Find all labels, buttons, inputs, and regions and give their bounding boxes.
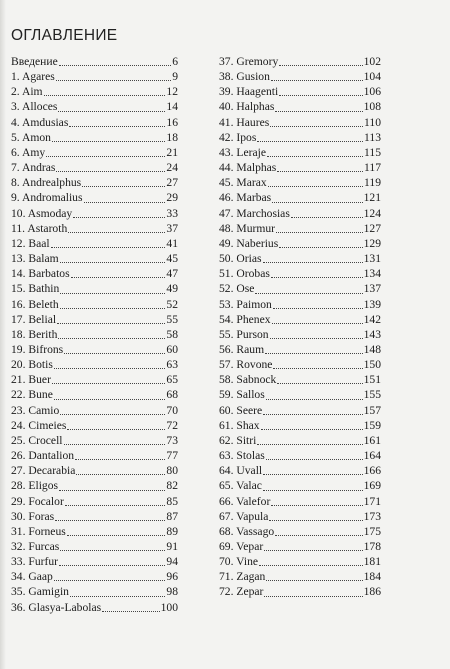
- toc-entry-label: 44. Malphas: [219, 161, 277, 175]
- toc-entry: [11, 433, 178, 448]
- toc-entry-page-number: 70: [166, 403, 178, 417]
- toc-entry-label: 5. Amon: [11, 130, 51, 144]
- toc-entry-label: 12. Baal: [11, 236, 50, 250]
- toc-entry-label: 47. Marchosias: [219, 206, 290, 220]
- toc-entry-label: 14. Barbatos: [11, 267, 70, 281]
- toc-leader-dots: [271, 80, 363, 81]
- toc-column-right: [219, 54, 381, 600]
- toc-entry-page-number: 157: [363, 403, 381, 417]
- toc-entry: [11, 160, 178, 175]
- toc-leader-dots: [64, 444, 166, 445]
- toc-entry-page-number: 102: [363, 55, 381, 68]
- toc-entry: [219, 554, 381, 569]
- toc-entry-page-number: 27: [166, 176, 178, 190]
- toc-entry-label: 18. Berith: [11, 327, 58, 341]
- toc-entry-page-number: 178: [363, 540, 381, 553]
- toc-leader-dots: [268, 186, 363, 187]
- toc-entry-label: 4. Amdusias: [11, 115, 69, 129]
- toc-entry-page-number: 60: [166, 342, 178, 356]
- toc-entry-page-number: 33: [166, 206, 178, 220]
- toc-leader-dots: [269, 520, 362, 521]
- toc-entry-label: 22. Bune: [11, 388, 53, 402]
- toc-entry-page-number: 49: [166, 282, 178, 296]
- toc-entry: [11, 418, 178, 433]
- toc-leader-dots: [270, 126, 363, 127]
- toc-entry-label: 32. Furcas: [11, 540, 60, 553]
- toc-entry-page-number: 161: [363, 433, 381, 447]
- toc-entry-page-number: 104: [363, 70, 381, 84]
- toc-entry: [11, 327, 178, 342]
- toc-entry-page-number: 155: [363, 388, 381, 402]
- toc-entry-page-number: 121: [363, 191, 381, 205]
- toc-entry-label: 67. Vapula: [219, 509, 269, 523]
- toc-leader-dots: [273, 368, 362, 369]
- toc-leader-dots: [54, 399, 166, 400]
- toc-entry-label: 48. Murmur: [219, 221, 276, 235]
- toc-leader-dots: [272, 202, 362, 203]
- toc-leader-dots: [257, 141, 363, 142]
- toc-entry-label: 2. Aim: [11, 85, 43, 99]
- toc-leader-dots: [266, 459, 363, 460]
- toc-entry-page-number: 87: [166, 509, 178, 523]
- toc-entry-label: 36. Glasya-Labolas: [11, 600, 102, 614]
- toc-entry: [219, 236, 381, 251]
- toc-leader-dots: [69, 126, 165, 127]
- toc-leader-dots: [67, 535, 166, 536]
- toc-leader-dots: [76, 474, 165, 475]
- toc-leader-dots: [263, 474, 362, 475]
- toc-entry-label: 52. Ose: [219, 282, 255, 296]
- toc-leader-dots: [59, 565, 165, 566]
- toc-entry-page-number: 52: [166, 297, 178, 311]
- toc-leader-dots: [255, 293, 362, 294]
- toc-leader-dots: [60, 550, 165, 551]
- toc-entry-label: 1. Agares: [11, 70, 55, 84]
- toc-entry: [11, 448, 178, 463]
- toc-entry: [11, 387, 178, 402]
- toc-entry-page-number: 117: [364, 161, 381, 175]
- toc-entry-page-number: 110: [364, 115, 381, 129]
- toc-entry-page-number: 151: [363, 373, 381, 387]
- toc-entry-label: 35. Gamigin: [11, 585, 69, 599]
- toc-entry: [11, 494, 178, 509]
- toc-entry: [219, 433, 381, 448]
- toc-leader-dots: [261, 429, 363, 430]
- toc-entry: [219, 372, 381, 387]
- toc-entry-page-number: 82: [166, 479, 178, 493]
- toc-entry-page-number: 96: [166, 570, 178, 584]
- toc-entry-label: 57. Rovone: [219, 358, 273, 372]
- toc-entry: [11, 130, 178, 145]
- toc-entry: [219, 448, 381, 463]
- toc-entry-label: 7. Andras: [11, 161, 56, 175]
- toc-entry-page-number: 184: [363, 570, 381, 584]
- toc-entry-label: 9. Andromalius: [11, 191, 83, 205]
- toc-entry-label: 51. Orobas: [219, 267, 270, 281]
- toc-entry: [219, 69, 381, 84]
- toc-leader-dots: [271, 505, 362, 506]
- toc-entry-label: 68. Vassago: [219, 524, 275, 538]
- toc-entry-page-number: 37: [166, 221, 178, 235]
- toc-entry: [219, 584, 381, 599]
- toc-leader-dots: [59, 65, 171, 66]
- toc-entry: [219, 403, 381, 418]
- toc-leader-dots: [102, 611, 159, 612]
- toc-entry-label: 64. Uvall: [219, 464, 263, 478]
- toc-entry-page-number: 139: [363, 297, 381, 311]
- toc-entry-label: 28. Eligos: [11, 479, 59, 493]
- toc-entry-page-number: 175: [363, 524, 381, 538]
- toc-entry-page-number: 94: [166, 555, 178, 569]
- toc-entry: [11, 312, 178, 327]
- toc-entry-page-number: 171: [363, 494, 381, 508]
- toc-leader-dots: [54, 580, 166, 581]
- toc-entry-page-number: 150: [363, 358, 381, 372]
- toc-entry: [11, 251, 178, 266]
- toc-entry: [219, 418, 381, 433]
- toc-entry-page-number: 164: [363, 449, 381, 463]
- toc-leader-dots: [75, 459, 165, 460]
- toc-entry: [11, 297, 178, 312]
- toc-entry-label: 56. Raum: [219, 342, 265, 356]
- toc-entry-label: 26. Dantalion: [11, 449, 75, 463]
- toc-entry: [11, 175, 178, 190]
- toc-entry: [11, 84, 178, 99]
- toc-entry: [219, 115, 381, 130]
- toc-entry-page-number: 181: [363, 555, 381, 569]
- toc-entry-label: 10. Asmoday: [11, 206, 73, 220]
- toc-entry: [11, 584, 178, 599]
- toc-entry: [219, 357, 381, 372]
- toc-entry: [11, 54, 178, 69]
- toc-leader-dots: [259, 565, 363, 566]
- toc-entry-label: 34. Gaap: [11, 570, 53, 584]
- toc-leader-dots: [58, 338, 165, 339]
- toc-leader-dots: [59, 490, 165, 491]
- toc-entry-page-number: 12: [166, 85, 178, 99]
- toc-entry-label: 21. Buer: [11, 373, 51, 387]
- toc-entry: [11, 145, 178, 160]
- toc-entry: [11, 99, 178, 114]
- toc-entry-label: 72. Zepar: [219, 585, 264, 599]
- toc-entry-label: 55. Purson: [219, 327, 269, 341]
- toc-entry-page-number: 9: [172, 70, 178, 84]
- toc-entry-label: 23. Camio: [11, 403, 60, 417]
- toc-entry: [219, 84, 381, 99]
- toc-leader-dots: [60, 414, 165, 415]
- toc-entry-page-number: 68: [166, 388, 178, 402]
- toc-leader-dots: [264, 550, 362, 551]
- toc-leader-dots: [266, 399, 363, 400]
- toc-entry-label: 53. Paimon: [219, 297, 272, 311]
- toc-entry: [219, 494, 381, 509]
- toc-leader-dots: [52, 141, 165, 142]
- toc-leader-dots: [263, 490, 363, 491]
- toc-entry-page-number: 55: [166, 312, 178, 326]
- toc-entry-label: 70. Vine: [219, 555, 259, 569]
- toc-entry-page-number: 148: [363, 342, 381, 356]
- toc-leader-dots: [56, 171, 165, 172]
- toc-entry: [219, 190, 381, 205]
- toc-entry-page-number: 106: [363, 85, 381, 99]
- toc-entry: [219, 342, 381, 357]
- toc-leader-dots: [275, 535, 362, 536]
- toc-entry: [11, 342, 178, 357]
- toc-entry-label: 69. Vepar: [219, 540, 264, 553]
- toc-entry-label: 39. Haagenti: [219, 85, 279, 99]
- toc-leader-dots: [267, 156, 363, 157]
- toc-entry-page-number: 98: [166, 585, 178, 599]
- toc-entry: [219, 221, 381, 236]
- toc-entry: [11, 372, 178, 387]
- toc-entry-label: 20. Botis: [11, 358, 53, 372]
- toc-leader-dots: [56, 80, 171, 81]
- toc-entry-label: 42. Ipos: [219, 130, 257, 144]
- toc-entry-label: 58. Sabnock: [219, 373, 277, 387]
- toc-entry-page-number: 65: [166, 373, 178, 387]
- toc-entry-page-number: 41: [166, 236, 178, 250]
- toc-leader-dots: [64, 353, 165, 354]
- toc-leader-dots: [46, 156, 165, 157]
- toc-entry-label: 13. Balam: [11, 252, 59, 266]
- toc-entry: [11, 236, 178, 251]
- toc-entry-label: Введение: [11, 55, 58, 68]
- toc-entry-page-number: 129: [363, 236, 381, 250]
- toc-entry-page-number: 143: [363, 327, 381, 341]
- toc-leader-dots: [82, 186, 165, 187]
- toc-entry: [219, 387, 381, 402]
- page-gutter-shadow: [0, 0, 6, 669]
- toc-entry-page-number: 21: [166, 145, 178, 159]
- toc-entry: [11, 569, 178, 584]
- toc-entry-page-number: 169: [363, 479, 381, 493]
- toc-entry-page-number: 134: [363, 267, 381, 281]
- toc-entry-label: 61. Shax: [219, 418, 260, 432]
- toc-entry-label: 33. Furfur: [11, 555, 59, 569]
- toc-leader-dots: [277, 383, 362, 384]
- toc-entry: [11, 190, 178, 205]
- toc-leader-dots: [70, 596, 165, 597]
- toc-entry: [219, 569, 381, 584]
- toc-entry-page-number: 6: [172, 55, 178, 68]
- toc-entry: [219, 524, 381, 539]
- toc-entry-label: 25. Crocell: [11, 433, 63, 447]
- toc-leader-dots: [68, 232, 165, 233]
- toc-entry-page-number: 173: [363, 509, 381, 523]
- page-title: ОГЛАВЛЕНИЕ: [11, 27, 118, 44]
- toc-entry-page-number: 142: [363, 312, 381, 326]
- toc-entry: [219, 509, 381, 524]
- toc-entry-page-number: 47: [166, 267, 178, 281]
- toc-entry-page-number: 108: [363, 100, 381, 114]
- toc-entry: [219, 206, 381, 221]
- toc-leader-dots: [55, 520, 165, 521]
- toc-entry-label: 40. Halphas: [219, 100, 275, 114]
- toc-leader-dots: [279, 95, 362, 96]
- toc-entry: [11, 509, 178, 524]
- toc-entry-label: 45. Marax: [219, 176, 267, 190]
- toc-entry-label: 46. Marbas: [219, 191, 272, 205]
- toc-entry-page-number: 63: [166, 358, 178, 372]
- toc-entry: [219, 478, 381, 493]
- toc-entry-label: 71. Zagan: [219, 570, 266, 584]
- toc-column-left: [11, 54, 178, 615]
- toc-leader-dots: [60, 293, 165, 294]
- toc-entry-page-number: 73: [166, 433, 178, 447]
- toc-entry-page-number: 58: [166, 327, 178, 341]
- toc-entry-label: 11. Astaroth: [11, 221, 68, 235]
- toc-entry-label: 19. Bifrons: [11, 342, 64, 356]
- toc-entry-page-number: 119: [364, 176, 381, 190]
- toc-leader-dots: [58, 111, 165, 112]
- toc-entry-label: 6. Amy: [11, 145, 46, 159]
- toc-entry-label: 62. Sitri: [219, 433, 257, 447]
- toc-entry-label: 17. Belial: [11, 312, 57, 326]
- toc-entry: [11, 266, 178, 281]
- toc-entry: [219, 175, 381, 190]
- toc-entry-label: 16. Beleth: [11, 297, 59, 311]
- toc-entry: [219, 251, 381, 266]
- toc-entry-label: 54. Phenex: [219, 312, 271, 326]
- toc-entry-page-number: 137: [363, 282, 381, 296]
- toc-entry: [219, 99, 381, 114]
- toc-entry: [11, 115, 178, 130]
- toc-entry-label: 31. Forneus: [11, 524, 66, 538]
- toc-entry: [11, 221, 178, 236]
- toc-leader-dots: [84, 202, 166, 203]
- toc-entry: [11, 554, 178, 569]
- toc-leader-dots: [54, 368, 166, 369]
- toc-entry: [219, 130, 381, 145]
- toc-entry-label: 49. Naberius: [219, 236, 279, 250]
- toc-leader-dots: [279, 247, 362, 248]
- toc-leader-dots: [67, 429, 165, 430]
- toc-entry-label: 15. Bathin: [11, 282, 60, 296]
- toc-entry-page-number: 24: [166, 161, 178, 175]
- toc-leader-dots: [44, 95, 166, 96]
- toc-entry-page-number: 14: [166, 100, 178, 114]
- toc-entry: [11, 463, 178, 478]
- toc-leader-dots: [273, 308, 363, 309]
- toc-entry: [11, 403, 178, 418]
- toc-entry-page-number: 115: [364, 145, 381, 159]
- toc-entry-page-number: 89: [166, 524, 178, 538]
- toc-entry-page-number: 131: [363, 252, 381, 266]
- toc-entry-label: 37. Gremory: [219, 55, 279, 68]
- toc-entry-page-number: 124: [363, 206, 381, 220]
- toc-entry: [219, 266, 381, 281]
- toc-leader-dots: [57, 323, 165, 324]
- toc-leader-dots: [52, 383, 165, 384]
- toc-leader-dots: [263, 414, 362, 415]
- toc-entry-page-number: 85: [166, 494, 178, 508]
- toc-entry-page-number: 159: [363, 418, 381, 432]
- toc-leader-dots: [279, 65, 362, 66]
- toc-leader-dots: [265, 353, 363, 354]
- toc-leader-dots: [275, 111, 362, 112]
- toc-entry-page-number: 45: [166, 252, 178, 266]
- toc-leader-dots: [270, 338, 363, 339]
- toc-leader-dots: [291, 217, 363, 218]
- toc-entry-label: 43. Leraje: [219, 145, 266, 159]
- toc-entry: [11, 539, 178, 554]
- toc-entry: [11, 357, 178, 372]
- toc-entry: [219, 145, 381, 160]
- toc-entry-label: 59. Sallos: [219, 388, 265, 402]
- toc-entry: [219, 539, 381, 554]
- toc-entry-label: 38. Gusion: [219, 70, 270, 84]
- toc-leader-dots: [60, 308, 166, 309]
- toc-entry: [219, 54, 381, 69]
- toc-entry: [11, 69, 178, 84]
- toc-entry: [11, 206, 178, 221]
- toc-entry: [11, 524, 178, 539]
- toc-entry-page-number: 113: [364, 130, 381, 144]
- toc-entry: [219, 327, 381, 342]
- toc-leader-dots: [51, 247, 166, 248]
- toc-entry: [11, 478, 178, 493]
- toc-entry-page-number: 18: [166, 130, 178, 144]
- toc-leader-dots: [266, 580, 362, 581]
- toc-entry-page-number: 91: [166, 540, 178, 553]
- toc-entry: [219, 160, 381, 175]
- toc-entry-label: 66. Valefor: [219, 494, 271, 508]
- toc-leader-dots: [65, 505, 166, 506]
- toc-entry-page-number: 166: [363, 464, 381, 478]
- toc-entry-label: 63. Stolas: [219, 449, 265, 463]
- toc-leader-dots: [60, 262, 166, 263]
- toc-entry-label: 3. Alloces: [11, 100, 58, 114]
- toc-entry-page-number: 100: [160, 600, 178, 614]
- toc-entry-label: 60. Seere: [219, 403, 263, 417]
- toc-entry: [219, 297, 381, 312]
- toc-entry-label: 29. Focalor: [11, 494, 64, 508]
- toc-leader-dots: [73, 217, 165, 218]
- toc-entry-label: 41. Haures: [219, 115, 270, 129]
- toc-entry-page-number: 80: [166, 464, 178, 478]
- toc-entry-label: 24. Cimeies: [11, 418, 67, 432]
- toc-entry-label: 65. Valac: [219, 479, 262, 493]
- toc-entry: [11, 600, 178, 615]
- toc-entry-page-number: 186: [363, 585, 381, 599]
- toc-entry: [11, 281, 178, 296]
- toc-entry-label: 8. Andrealphus: [11, 176, 82, 190]
- toc-entry-page-number: 29: [166, 191, 178, 205]
- toc-leader-dots: [263, 262, 363, 263]
- toc-entry-page-number: 16: [166, 115, 178, 129]
- toc-leader-dots: [264, 596, 362, 597]
- toc-entry-page-number: 77: [166, 449, 178, 463]
- toc-entry: [219, 463, 381, 478]
- toc-leader-dots: [277, 171, 363, 172]
- toc-entry-label: 27. Decarabia: [11, 464, 76, 478]
- toc-leader-dots: [271, 277, 363, 278]
- toc-entry-label: 50. Orias: [219, 252, 262, 266]
- toc-entry-label: 30. Foras: [11, 509, 55, 523]
- toc-entry: [219, 312, 381, 327]
- toc-entry-page-number: 127: [363, 221, 381, 235]
- toc-leader-dots: [71, 277, 166, 278]
- toc-entry: [219, 281, 381, 296]
- toc-leader-dots: [272, 323, 363, 324]
- toc-entry-page-number: 72: [166, 418, 178, 432]
- toc-leader-dots: [276, 232, 363, 233]
- toc-leader-dots: [257, 444, 362, 445]
